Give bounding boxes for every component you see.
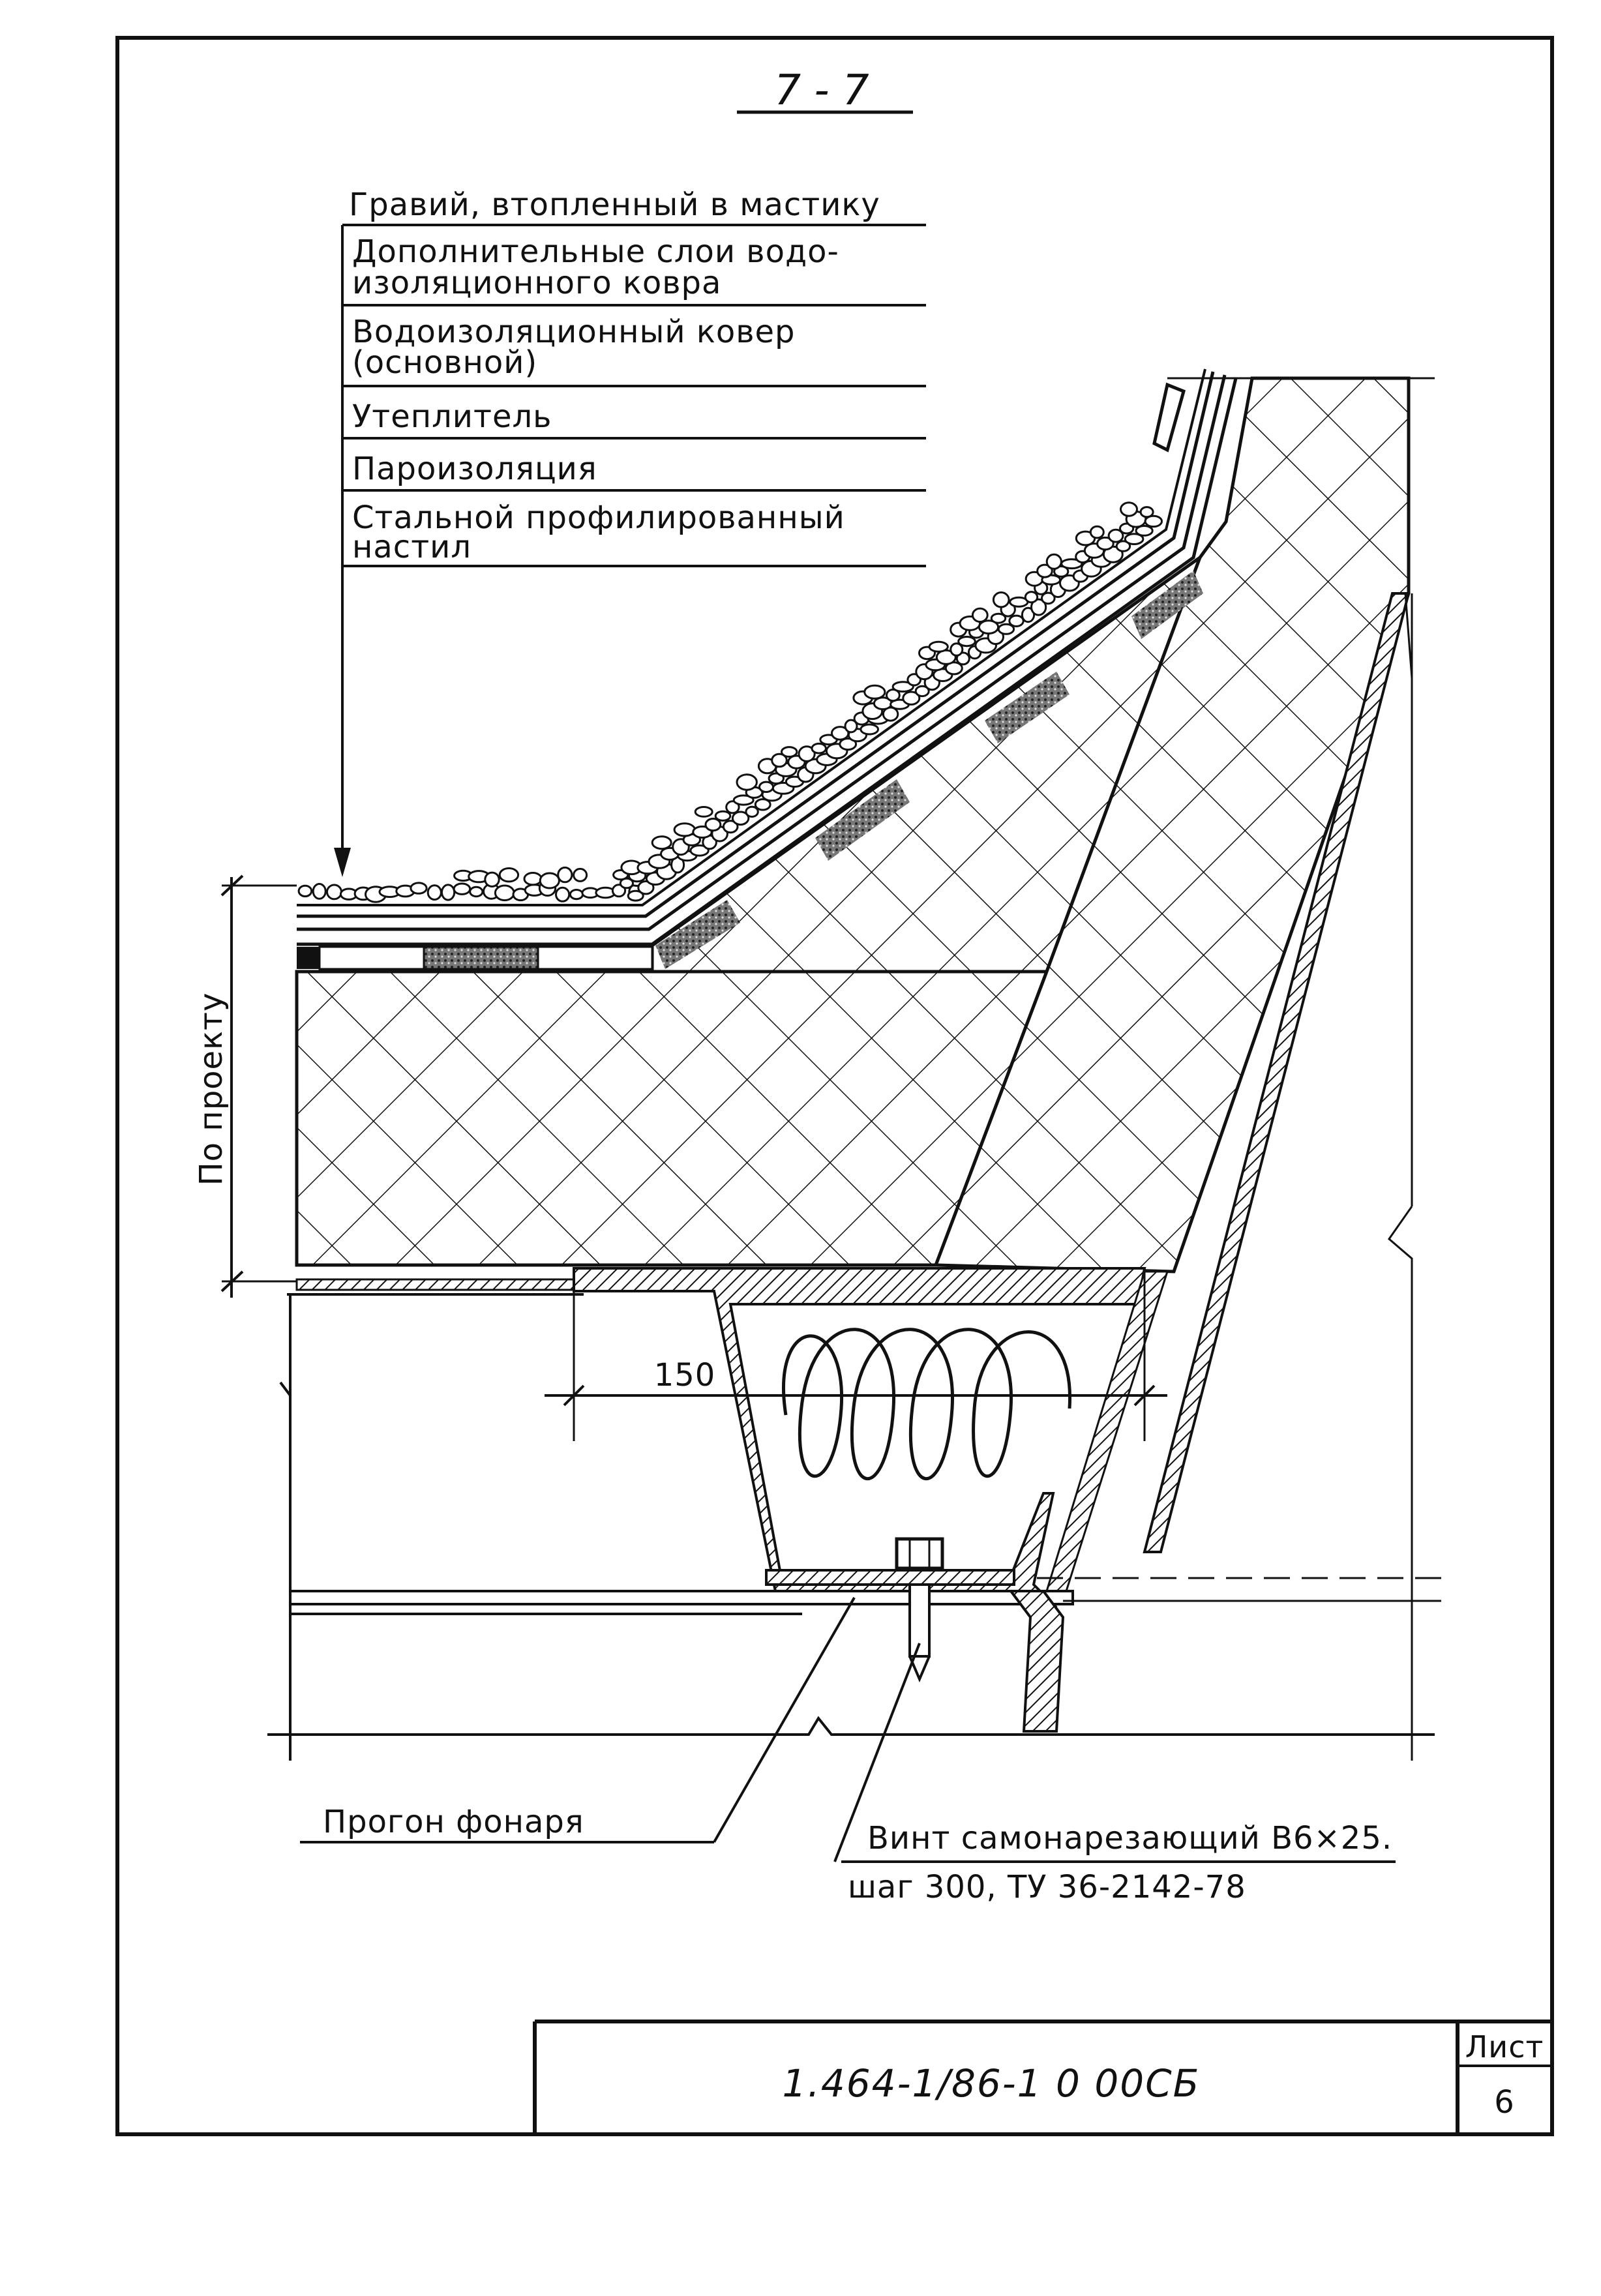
legend-insulation: Утеплитель (352, 398, 552, 435)
gravel-pebble (570, 890, 582, 899)
gravel-pebble (574, 869, 587, 881)
legend-leader-arrow (334, 848, 351, 877)
gravel-pebble (524, 873, 541, 885)
gravel-pebble (929, 642, 948, 651)
legend-vapor: Пароизоляция (352, 451, 597, 487)
gravel-pebble (812, 743, 826, 753)
legend-extra-layers-line1: Дополнительные слои водо- (352, 233, 839, 270)
gravel-pebble (674, 824, 695, 836)
legend-deck-line1: Стальной профилированный (352, 499, 845, 536)
sheet-number: 6 (1494, 2084, 1515, 2121)
gravel-pebble (442, 885, 455, 900)
legend-main-carpet-line2: (основной) (352, 344, 538, 381)
gravel-pebble (1090, 526, 1103, 538)
strip-speckled (424, 947, 538, 969)
gravel-pebble (993, 593, 1009, 607)
height-dimension (193, 876, 297, 1298)
legend-main-carpet-line1: Водоизоляционный ковер (352, 314, 796, 350)
purlin-web (1011, 1591, 1063, 1731)
gravel-pebble (1141, 507, 1153, 517)
top-flashing (1154, 385, 1184, 450)
gravel-pebble (760, 782, 773, 792)
gravel-pebble (558, 867, 572, 882)
gravel-pebble (495, 886, 514, 901)
gravel-pebble (865, 685, 885, 698)
gravel-pebble (411, 883, 426, 893)
layer-legend (334, 186, 926, 877)
gravel-pebble (1047, 554, 1061, 569)
legend-extra-layers-line2: изоляционного ковра (352, 265, 722, 301)
strip-dark (297, 947, 320, 969)
section-bottom-line (267, 1718, 1435, 1735)
gravel-pebble (861, 724, 878, 734)
insulation-slab (297, 972, 1047, 1265)
gravel-pebble (959, 637, 976, 646)
title-block (535, 2021, 1552, 2134)
gravel-pebble (299, 886, 312, 896)
purlin-callout: Прогон фонаря (323, 1804, 584, 1840)
gravel-pebble (500, 869, 518, 882)
screw-callout-line2: шаг 300, ТУ 36-2142-78 (848, 1869, 1246, 1905)
self-tapping-screw (766, 1539, 1014, 1679)
steel-deck (297, 1279, 584, 1290)
height-dimension-label: По проекту (193, 992, 230, 1186)
document-code: 1.464-1/86-1 0 00СБ (782, 2061, 1201, 2106)
gravel-pebble (1025, 592, 1037, 603)
legend-gravel: Гравий, втопленный в мастику (349, 186, 880, 223)
gravel-pebble (782, 747, 797, 757)
gravel-pebble (1010, 616, 1023, 626)
gravel-pebble (715, 811, 730, 820)
purlin-leader (714, 1598, 854, 1842)
sheet-label: Лист (1465, 2029, 1544, 2065)
gravel-pebble (737, 775, 756, 790)
section-title: 7 - 7 (774, 67, 869, 115)
gravel-pebble (470, 887, 483, 896)
gravel-pebble (695, 807, 712, 817)
purlin-flange (290, 1591, 1073, 1604)
gravel-pebble (540, 873, 559, 888)
gravel-pebble (972, 608, 987, 621)
gravel-pebble (327, 885, 342, 899)
gravel-pebble (485, 872, 499, 886)
gravel-pebble (1121, 503, 1137, 516)
width-dimension-label: 150 (653, 1357, 716, 1394)
roof-section (193, 369, 1441, 1862)
gravel-pebble (313, 884, 325, 899)
gravel-pebble (556, 887, 569, 901)
gravel-pebble (428, 886, 441, 900)
screw-callout-line1: Винт самонарезающий В6×25. (867, 1820, 1393, 1856)
legend-deck-line2: настил (352, 529, 472, 565)
gravel-pebble (652, 837, 671, 849)
insulation-spiral (784, 1330, 1070, 1479)
gravel-pebble (454, 884, 470, 894)
